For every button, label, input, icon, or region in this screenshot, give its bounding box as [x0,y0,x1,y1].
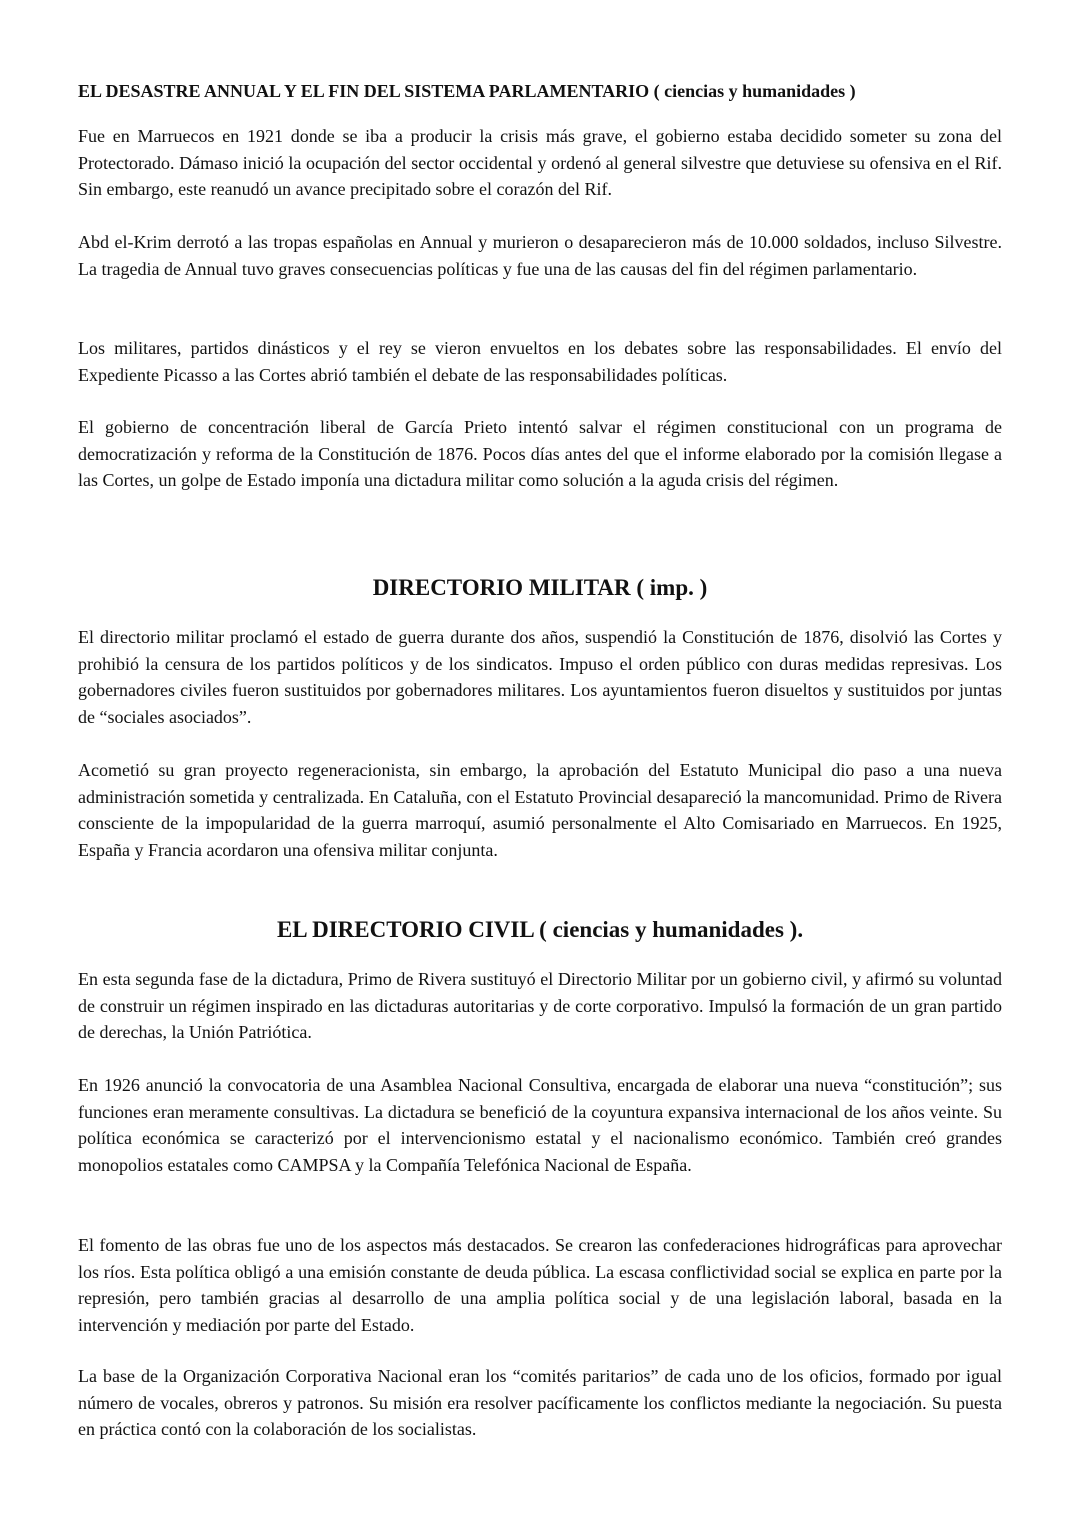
section-heading-desastre-annual: EL DESASTRE ANNUAL Y EL FIN DEL SISTEMA PARLAMENTARIO ( ciencias y humanidades ) [78,81,856,101]
paragraph: El fomento de las obras fue uno de los aspectos más destacados. Se crearon las confederaciones hidrográficas para aprovechar los ríos. Esta política obligó a una emisión constante de deuda pública. La escasa conflictividad social se explica en parte por la represión, pero también gracias al desarrollo de una amplia política social y de una legislación laboral, basada en la intervención y mediación por parte del Estado. [78,1235,1002,1335]
paragraph: Los militares, partidos dinásticos y el rey se vieron envueltos en los debates sobre las responsabilidades. El envío del Expediente Picasso a las Cortes abrió también el debate de las responsabilidades políticas. [78,338,1002,385]
paragraph: Abd el-Krim derrotó a las tropas españolas en Annual y murieron o desaparecieron más de 10.000 soldados, incluso Silvestre. La tragedia de Annual tuvo graves consecuencias políticas y fue una de las causas del fin del régimen parlamentario. [78,232,1002,279]
paragraph: En esta segunda fase de la dictadura, Primo de Rivera sustituyó el Directorio Militar por un gobierno civil, y afirmó su voluntad de construir un régimen inspirado en las dictaduras autoritarias y de corte corporativo. Impulsó la formación de un gran partido de derechas, la Unión Patriótica. [78,969,1002,1042]
paragraph: Fue en Marruecos en 1921 donde se iba a producir la crisis más grave, el gobierno estaba decidido someter su zona del Protectorado. Dámaso inició la ocupación del sector occidental y ordenó al general silvestre que detuviese su ofensiva en el Rif. Sin embargo, este reanudó un avance precipitado sobre el corazón del Rif. [78,126,1002,199]
paragraph: El gobierno de concentración liberal de García Prieto intentó salvar el régimen constitucional con un programa de democratización y reforma de la Constitución de 1876. Pocos días antes del que el informe elaborado por la comisión llegase a las Cortes, un golpe de Estado imponía una dictadura militar como solución a la aguda crisis del régimen. [78,417,1002,490]
paragraph: En 1926 anunció la convocatoria de una Asamblea Nacional Consultiva, encargada de elaborar una nueva “constitución”; sus funciones eran meramente consultivas. La dictadura se benefició de la coyuntura expansiva internacional de los años veinte. Su política económica se caracterizó por el intervencionismo estatal y el nacionalismo económico. También creó grandes monopolios estatales como CAMPSA y la Compañía Telefónica Nacional de España. [78,1075,1002,1175]
paragraph: La base de la Organización Corporativa Nacional eran los “comités paritarios” de cada uno de los oficios, formado por igual número de vocales, obreros y patronos. Su misión era resolver pacíficamente los conflictos mediante la negociación. Su puesta en práctica contó con la colaboración de los socialistas. [78,1366,1002,1439]
section-heading-directorio-civil: EL DIRECTORIO CIVIL ( ciencias y humanidades ). [276,917,804,942]
paragraph: Acometió su gran proyecto regeneracionista, sin embargo, la aprobación del Estatuto Municipal dio paso a una nueva administración sometida y centralizada. En Cataluña, con el Estatuto Provincial desapareció la mancomunidad. Primo de Rivera consciente de la impopularidad de la guerra marroquí, asumió personalmente el Alto Comisariado en Marruecos. En 1925, España y Francia acordaron una ofensiva militar conjunta. [78,760,1002,860]
section-heading-directorio-militar: DIRECTORIO MILITAR ( imp. ) [372,575,708,600]
paragraph: El directorio militar proclamó el estado de guerra durante dos años, suspendió la Constitución de 1876, disolvió las Cortes y prohibió la censura de los partidos políticos y de los sindicatos. Impuso el orden público con duras medidas represivas. Los gobernadores civiles fueron sustituidos por gobernadores militares. Los ayuntamientos fueron disueltos y sustituidos por juntas de “sociales asociados”. [78,627,1002,727]
